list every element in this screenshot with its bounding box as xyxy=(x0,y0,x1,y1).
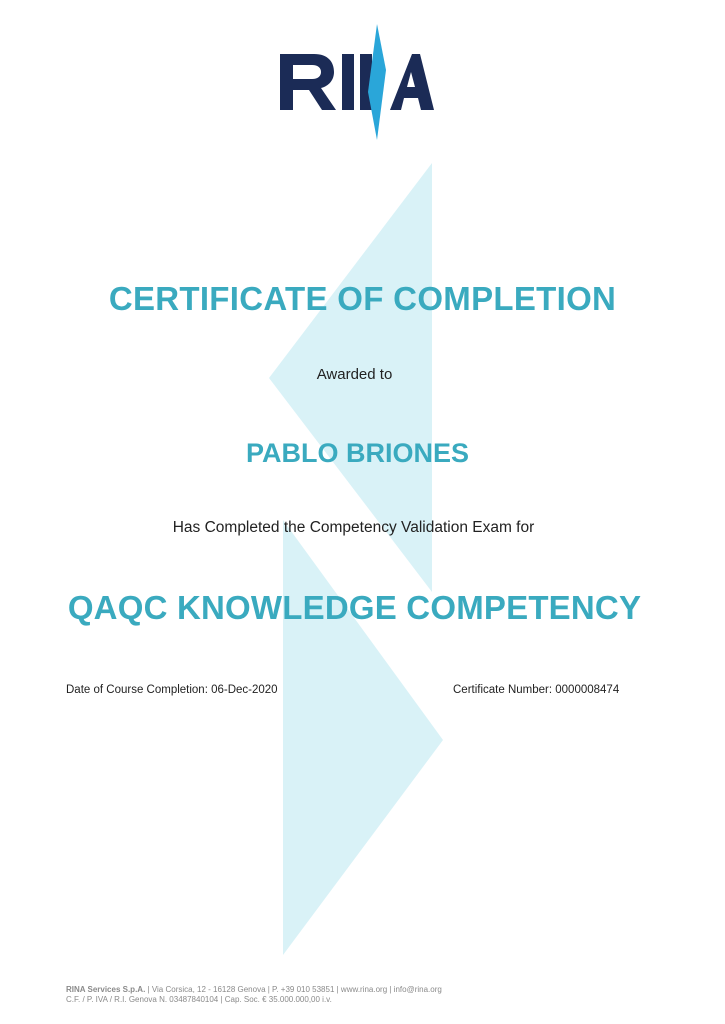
footer-line-2: C.F. / P. IVA / R.I. Genova N. 03487840104 | Cap. Soc. € 35.000.000,00 i.v. xyxy=(66,995,332,1004)
logo-letter-a xyxy=(390,54,434,110)
watermark-lower-triangle xyxy=(283,520,443,955)
logo-letter-r xyxy=(280,54,336,110)
certificate-number: Certificate Number: 0000008474 xyxy=(453,684,620,696)
awarded-to-label: Awarded to xyxy=(316,366,393,383)
footer-company: RINA Services S.p.A. xyxy=(66,985,146,994)
certificate-title: CERTIFICATE OF COMPLETION xyxy=(108,280,617,317)
footer-line-1 xyxy=(66,985,442,995)
rina-logo xyxy=(274,22,438,144)
logo-letter-i xyxy=(342,54,354,110)
footer-address: | Via Corsica, 12 - 16128 Genova | P. +39 010 53851 | www.rina.org | info@rina.org xyxy=(145,985,442,994)
completion-statement: Has Completed the Competency Validation Exam for xyxy=(172,519,535,536)
completion-date: Date of Course Completion: 06-Dec-2020 xyxy=(66,684,278,696)
logo-accent-blade xyxy=(368,24,386,140)
recipient-name: PABLO BRIONES xyxy=(245,438,469,468)
course-name: QAQC KNOWLEDGE COMPETENCY xyxy=(67,589,642,626)
footer xyxy=(66,985,442,1005)
